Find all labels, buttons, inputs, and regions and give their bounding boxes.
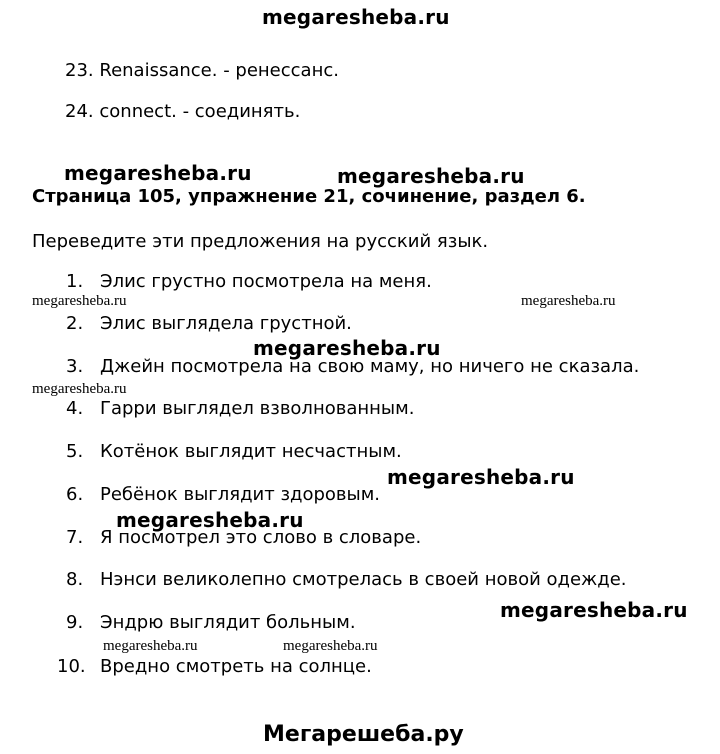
- vocab-line-23: [65, 60, 339, 81]
- watermark: megaresheba.ru: [116, 508, 304, 532]
- instruction-text: Переведите эти предложения на русский язык.: [32, 231, 489, 252]
- watermark: megaresheba.ru: [64, 161, 252, 185]
- item-number: 3.: [66, 356, 84, 377]
- header-watermark: megaresheba.ru: [262, 5, 450, 29]
- item-number: 10.: [57, 656, 86, 677]
- watermark: megaresheba.ru: [103, 638, 198, 654]
- watermark: megaresheba.ru: [337, 164, 525, 188]
- watermark: megaresheba.ru: [500, 598, 688, 622]
- item-text: Элис грустно посмотрела на меня.: [100, 271, 432, 292]
- item-text: Ребёнок выглядит здоровым.: [100, 484, 381, 505]
- watermark: megaresheba.ru: [387, 465, 575, 489]
- item-number: 6.: [66, 484, 84, 505]
- watermark: megaresheba.ru: [283, 638, 378, 654]
- item-text: Джейн посмотрела на свою маму, но ничего не сказала.: [100, 356, 640, 377]
- item-number: 8.: [66, 569, 84, 590]
- item-text: Вредно смотреть на солнце.: [100, 656, 372, 677]
- footer-brand: Мегарешеба.ру: [263, 722, 464, 747]
- watermark: megaresheba.ru: [32, 293, 127, 309]
- vocab-number: 23.: [65, 60, 94, 81]
- vocab-text: Renaissance. - ренессанс.: [99, 60, 339, 81]
- vocab-line-24: [65, 101, 300, 122]
- item-number: 9.: [66, 612, 84, 633]
- item-text: Нэнси великолепно смотрелась в своей новой одежде.: [100, 569, 627, 590]
- item-number: 1.: [66, 271, 84, 292]
- item-number: 5.: [66, 441, 84, 462]
- item-text: Котёнок выглядит несчастным.: [100, 441, 402, 462]
- item-number: 2.: [66, 313, 84, 334]
- vocab-text: connect. - соединять.: [99, 101, 301, 122]
- item-number: 4.: [66, 398, 84, 419]
- watermark: megaresheba.ru: [32, 381, 127, 397]
- section-heading: Страница 105, упражнение 21, сочинение, раздел 6.: [32, 186, 586, 207]
- vocab-number: 24.: [65, 101, 94, 122]
- watermark: megaresheba.ru: [253, 336, 441, 360]
- item-number: 7.: [66, 527, 84, 548]
- item-text: Элис выглядела грустной.: [100, 313, 352, 334]
- item-text: Я посмотрел это слово в словаре.: [100, 527, 422, 548]
- watermark: megaresheba.ru: [521, 293, 616, 309]
- item-text: Гарри выглядел взволнованным.: [100, 398, 415, 419]
- item-text: Эндрю выглядит больным.: [100, 612, 356, 633]
